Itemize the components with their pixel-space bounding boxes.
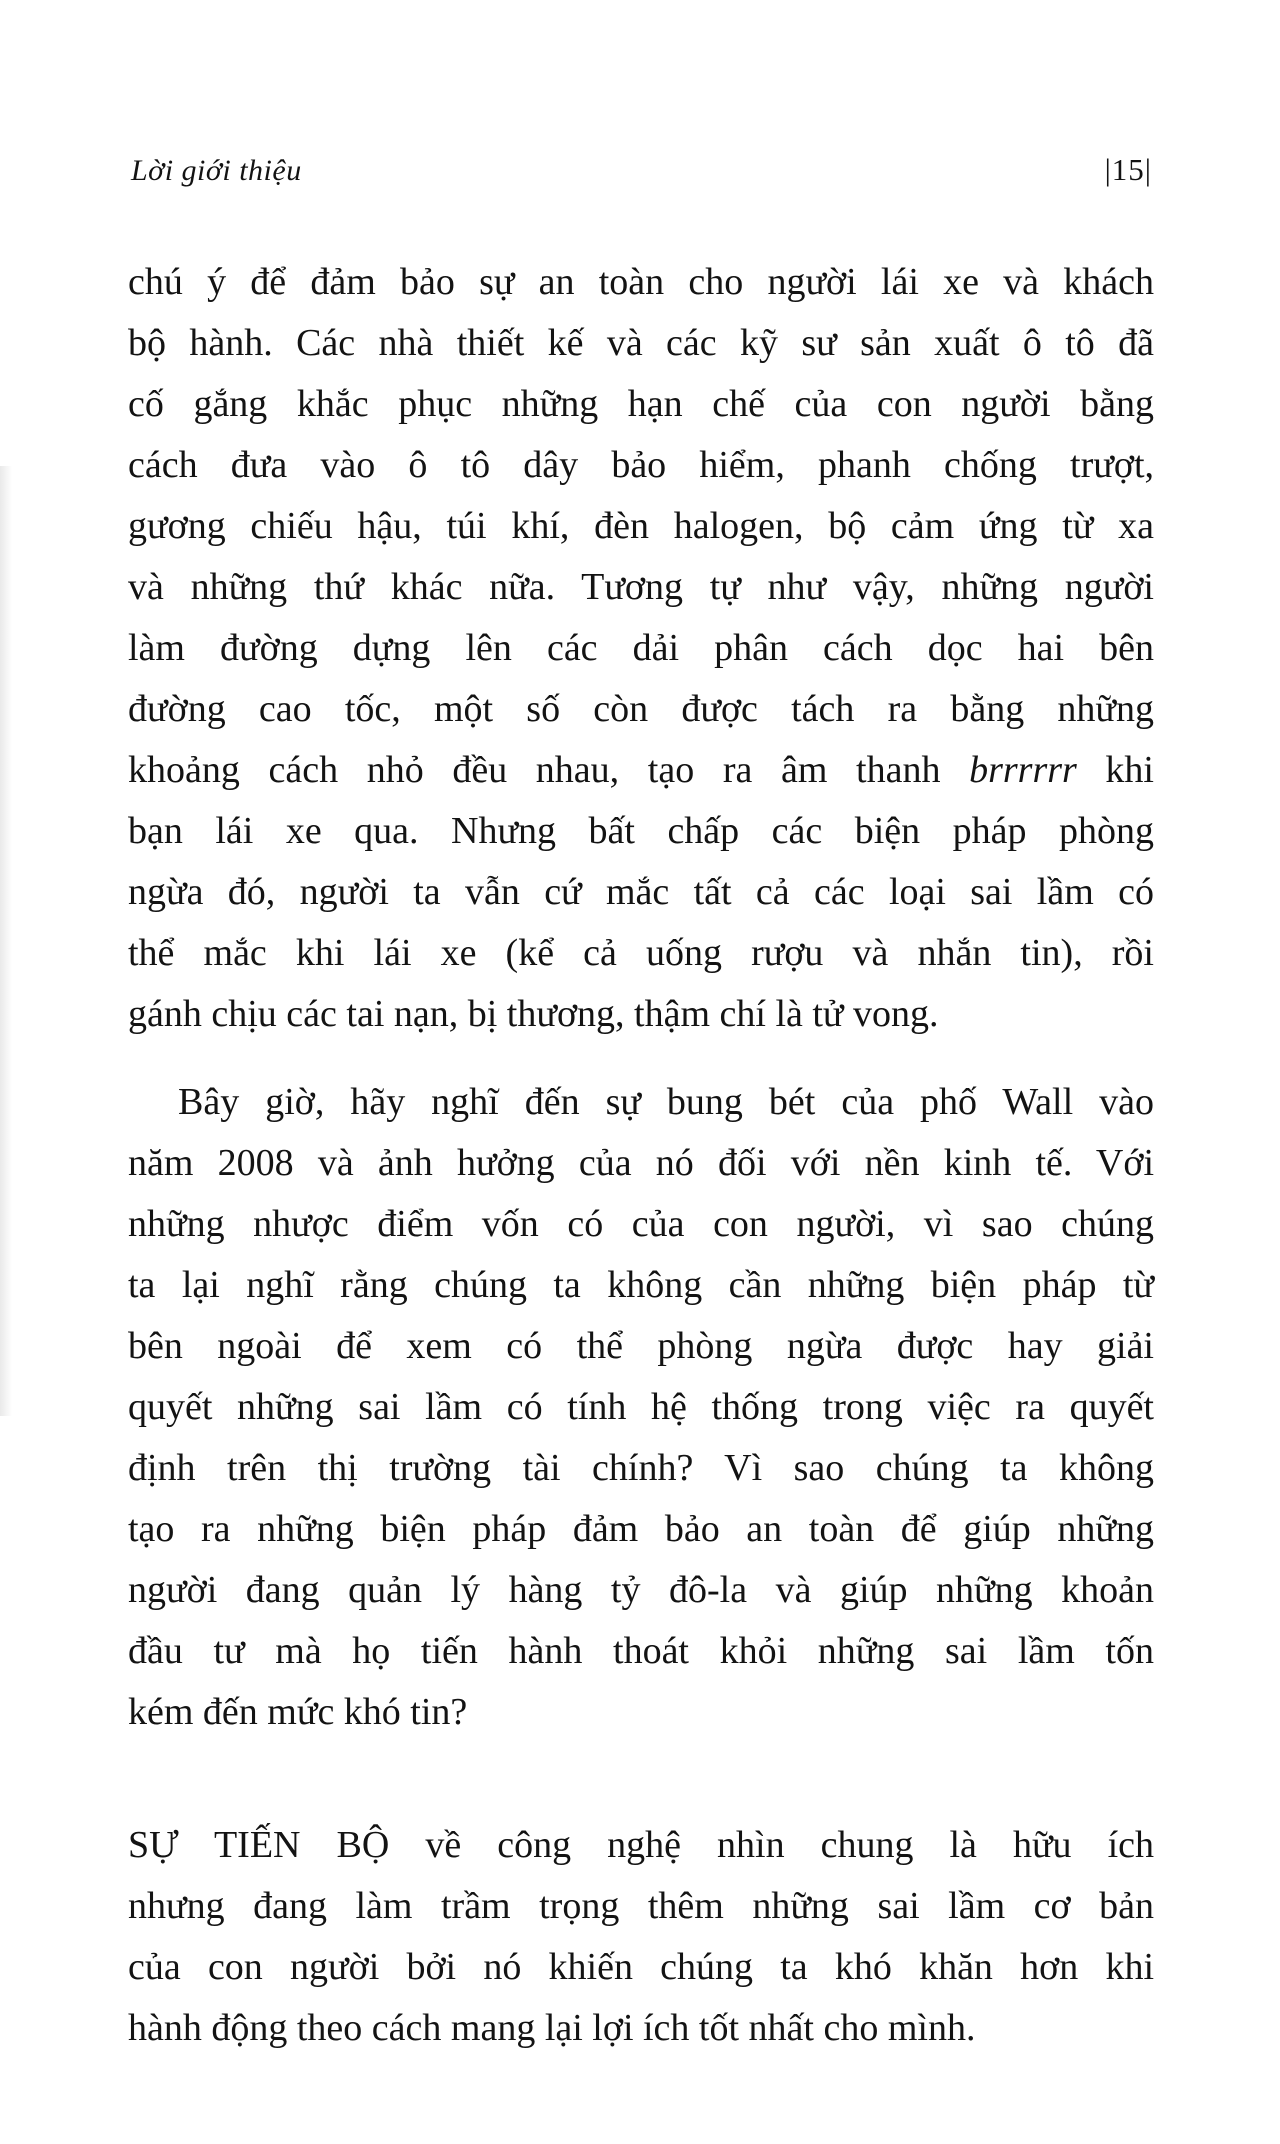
page-number: |15| (1104, 152, 1152, 187)
text-line: làm đường dựng lên các dải phân cách dọc hai bên (128, 627, 1154, 669)
text-line: đầu tư mà họ tiến hành thoát khỏi những sai lầm tốn (128, 1630, 1154, 1672)
text-line: những nhược điểm vốn có của con người, vì sao chúng (128, 1203, 1154, 1245)
text-line: hành động theo cách mang lại lợi ích tốt nhất cho mình. (128, 2007, 976, 2049)
text-line: cố gắng khắc phục những hạn chế của con người bằng (128, 383, 1154, 425)
text-line: nhưng đang làm trầm trọng thêm những sai lầm cơ bản (128, 1885, 1154, 1927)
text-line (128, 740, 1154, 801)
text-line: thể mắc khi lái xe (kể cả uống rượu và nhắn tin), rồi (128, 932, 1154, 974)
text-line: bộ hành. Các nhà thiết kế và các kỹ sư sản xuất ô tô đã (128, 322, 1154, 364)
text-line: gánh chịu các tai nạn, bị thương, thậm chí là tử vong. (128, 993, 939, 1035)
text-line: đường cao tốc, một số còn được tách ra bằng những (128, 688, 1154, 730)
text-run: khi (1076, 749, 1154, 791)
text-line: kém đến mức khó tin? (128, 1691, 468, 1733)
text-line: của con người bởi nó khiến chúng ta khó khăn hơn khi (128, 1946, 1154, 1988)
text-run: khoảng cách nhỏ đều nhau, tạo ra âm thanh (128, 749, 970, 791)
text-line: ta lại nghĩ rằng chúng ta không cần những biện pháp từ (128, 1264, 1154, 1306)
text-line: cách đưa vào ô tô dây bảo hiểm, phanh chống trượt, (128, 444, 1154, 486)
text-line: SỰ TIẾN BỘ về công nghệ nhìn chung là hữu ích (128, 1824, 1154, 1866)
text-line: bạn lái xe qua. Nhưng bất chấp các biện pháp phòng (128, 810, 1154, 852)
paragraph-2 (128, 1072, 1154, 1743)
text-line: năm 2008 và ảnh hưởng của nó đối với nền kinh tế. Với (128, 1142, 1154, 1184)
running-header (131, 148, 1152, 193)
text-line: gương chiếu hậu, túi khí, đèn halogen, bộ cảm ứng từ xa (128, 505, 1154, 547)
text-line: quyết những sai lầm có tính hệ thống trong việc ra quyết (128, 1386, 1154, 1428)
text-line: bên ngoài để xem có thể phòng ngừa được hay giải (128, 1325, 1154, 1367)
text-line: tạo ra những biện pháp đảm bảo an toàn để giúp những (128, 1508, 1154, 1550)
paragraph-1 (128, 252, 1154, 1045)
paragraph-3 (128, 1815, 1154, 2059)
text-line: định trên thị trường tài chính? Vì sao chúng ta không (128, 1447, 1154, 1489)
body-text (128, 252, 1154, 2059)
text-line: và những thứ khác nữa. Tương tự như vậy, những người (128, 566, 1154, 608)
text-line: người đang quản lý hàng tỷ đô-la và giúp những khoản (128, 1569, 1154, 1611)
italic-word-brrrrrr: brrrrrr (969, 749, 1077, 791)
text-line: ngừa đó, người ta vẫn cứ mắc tất cả các loại sai lầm có (128, 871, 1154, 913)
text-line: Bây giờ, hãy nghĩ đến sự bung bét của phố Wall vào (178, 1081, 1154, 1123)
running-header-section-title: Lời giới thiệu (131, 154, 302, 187)
page-gutter-shadow (0, 466, 12, 1416)
text-line: chú ý để đảm bảo sự an toàn cho người lái xe và khách (128, 261, 1154, 303)
